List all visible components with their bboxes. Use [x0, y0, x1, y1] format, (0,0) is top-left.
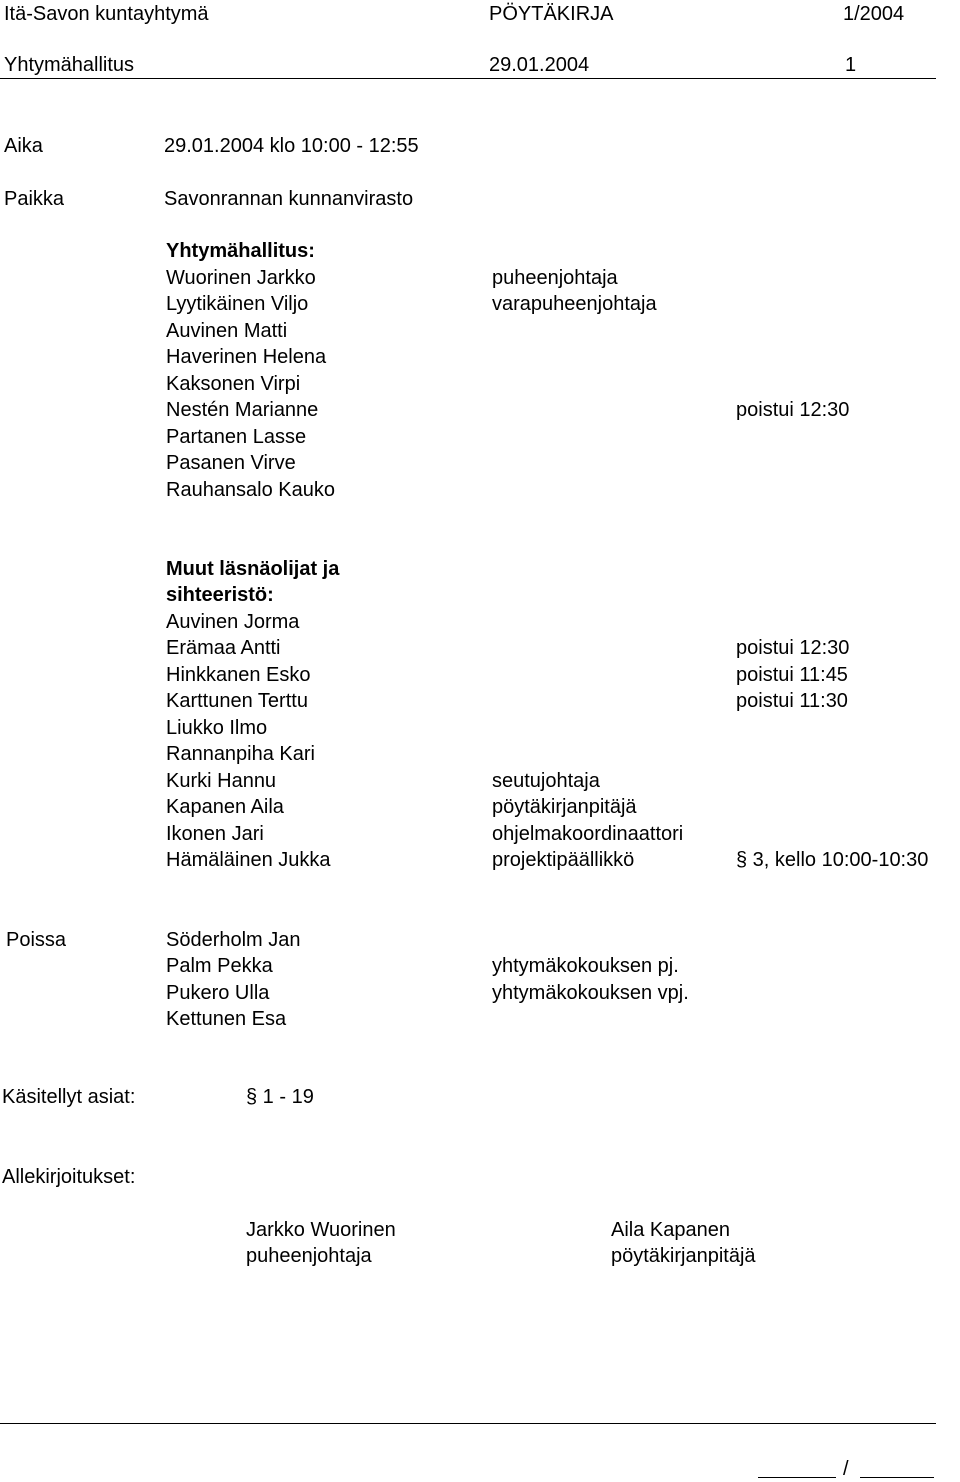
initials-line-left	[758, 1477, 836, 1478]
board-heading: Yhtymähallitus:	[166, 240, 315, 262]
attendee-role: projektipäällikkö	[492, 849, 635, 871]
board-member-name: Wuorinen Jarkko	[166, 267, 316, 289]
header-date: 29.01.2004	[489, 54, 590, 76]
place-label: Paikka	[4, 188, 65, 210]
absent-label: Poissa	[6, 929, 67, 951]
absent-name: Söderholm Jan	[166, 929, 301, 951]
signature-right-role: pöytäkirjanpitäjä	[611, 1245, 756, 1267]
attendee-name: Auvinen Jorma	[166, 611, 300, 633]
initials-separator: /	[843, 1458, 849, 1480]
items-label: Käsitellyt asiat:	[2, 1086, 136, 1108]
absent-role: yhtymäkokouksen vpj.	[492, 982, 689, 1004]
attendee-note: poistui 11:30	[736, 690, 848, 712]
org-name: Itä-Savon kuntayhtymä	[4, 3, 209, 25]
signature-left-name: Jarkko Wuorinen	[246, 1219, 396, 1241]
governing-body: Yhtymähallitus	[4, 54, 135, 76]
signatures-label: Allekirjoitukset:	[2, 1166, 136, 1188]
attendee-note: § 3, kello 10:00-10:30	[736, 849, 929, 871]
time-label: Aika	[4, 135, 43, 157]
others-heading-line2: sihteeristö:	[166, 584, 274, 606]
absent-name: Kettunen Esa	[166, 1008, 287, 1030]
attendee-name: Rannanpiha Kari	[166, 743, 315, 765]
attendee-name: Kurki Hannu	[166, 770, 277, 792]
absent-name: Palm Pekka	[166, 955, 273, 977]
footer-rule	[0, 1423, 936, 1424]
attendee-name: Liukko Ilmo	[166, 717, 268, 739]
attendee-note: poistui 11:45	[736, 664, 848, 686]
doc-number: 1/2004	[843, 3, 905, 25]
attendee-name: Karttunen Terttu	[166, 690, 308, 712]
board-member-name: Kaksonen Virpi	[166, 373, 301, 395]
board-member-name: Haverinen Helena	[166, 346, 327, 368]
board-member-name: Auvinen Matti	[166, 320, 288, 342]
board-member-name: Pasanen Virve	[166, 452, 296, 474]
signature-left-role: puheenjohtaja	[246, 1245, 372, 1267]
absent-role: yhtymäkokouksen pj.	[492, 955, 679, 977]
doc-type: PÖYTÄKIRJA	[489, 3, 614, 25]
page-number: 1	[845, 54, 857, 76]
place-value: Savonrannan kunnanvirasto	[164, 188, 414, 210]
attendee-role: pöytäkirjanpitäjä	[492, 796, 637, 818]
signature-right-name: Aila Kapanen	[611, 1219, 730, 1241]
initials-line-right	[860, 1477, 934, 1478]
board-member-name: Nestén Marianne	[166, 399, 319, 421]
board-member-name: Lyytikäinen Viljo	[166, 293, 309, 315]
attendee-name: Ikonen Jari	[166, 823, 264, 845]
header-rule	[0, 78, 936, 79]
attendee-role: seutujohtaja	[492, 770, 600, 792]
board-member-name: Partanen Lasse	[166, 426, 307, 448]
attendee-role: ohjelmakoordinaattori	[492, 823, 684, 845]
attendee-name: Kapanen Aila	[166, 796, 284, 818]
board-member-name: Rauhansalo Kauko	[166, 479, 336, 501]
attendee-note: poistui 12:30	[736, 637, 850, 659]
others-heading-line1: Muut läsnäolijat ja	[166, 558, 340, 580]
attendee-name: Hämäläinen Jukka	[166, 849, 331, 871]
attendee-name: Erämaa Antti	[166, 637, 281, 659]
items-value: § 1 - 19	[246, 1086, 314, 1108]
absent-name: Pukero Ulla	[166, 982, 270, 1004]
time-value: 29.01.2004 klo 10:00 - 12:55	[164, 135, 419, 157]
board-member-note: poistui 12:30	[736, 399, 850, 421]
attendee-name: Hinkkanen Esko	[166, 664, 311, 686]
board-member-role: varapuheenjohtaja	[492, 293, 657, 315]
board-member-role: puheenjohtaja	[492, 267, 618, 289]
